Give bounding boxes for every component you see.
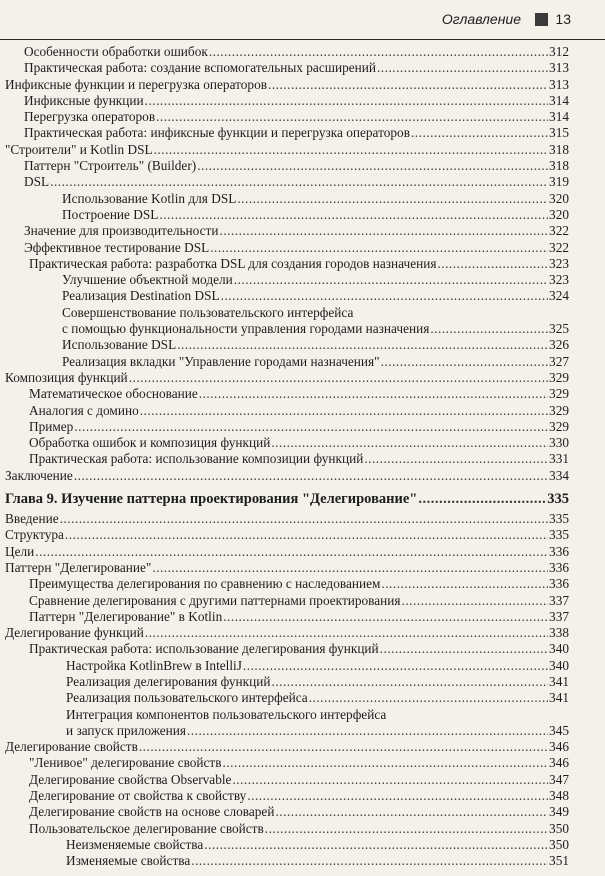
toc-page-number: 325 <box>549 321 569 337</box>
toc-entry <box>0 609 605 625</box>
toc-entry-title: Неизменяемые свойства <box>66 836 204 852</box>
toc-page-number: 337 <box>549 608 569 624</box>
toc-entry <box>0 272 605 288</box>
toc-leader-dots <box>140 403 548 419</box>
toc-leader-dots <box>35 544 548 560</box>
toc-entry-title: Заключение <box>5 467 73 483</box>
toc-page-number: 312 <box>549 44 569 59</box>
toc-entry <box>0 739 605 755</box>
toc-leader-dots <box>243 658 548 674</box>
toc-page-number: 335 <box>549 527 569 543</box>
toc-page-number: 329 <box>549 402 569 418</box>
toc-page-number: 318 <box>549 158 569 174</box>
toc-page-number: 315 <box>549 125 569 141</box>
toc-entry-title: Цели <box>5 543 35 559</box>
toc-entry-title: Композиция функций <box>5 369 128 385</box>
toc-leader-dots <box>220 223 549 239</box>
toc-entry <box>0 707 605 723</box>
toc-entry-title: DSL <box>24 174 50 190</box>
toc-entry <box>0 370 605 386</box>
toc-leader-dots <box>437 256 548 272</box>
toc-page-number: 314 <box>549 92 569 108</box>
toc-page-number: 322 <box>549 239 569 255</box>
toc-entry-title: Реализация делегирования функций <box>66 673 271 689</box>
toc-leader-dots <box>272 674 549 690</box>
toc-leader-dots <box>221 288 548 304</box>
toc-entry-title: Паттерн "Строитель" (Builder) <box>24 158 197 174</box>
toc-entry <box>0 560 605 576</box>
toc-leader-dots <box>50 174 548 190</box>
toc-leader-dots <box>268 77 548 93</box>
toc-leader-dots <box>74 419 548 435</box>
toc-entry-title: Делегирование свойства Observable <box>29 771 232 787</box>
toc-page-number: 338 <box>549 625 569 641</box>
toc-entry-title: "Ленивое" делегирование свойств <box>29 755 222 771</box>
toc-entry-title: с помощью функциональности управления городами назначения <box>62 321 430 337</box>
toc-entry-title: Делегирование от свойства к свойству <box>29 788 247 804</box>
toc-page-number: 345 <box>549 722 569 738</box>
toc-entry <box>0 772 605 788</box>
toc-entry <box>0 625 605 641</box>
toc-entry-title: Делегирование функций <box>5 625 144 641</box>
toc-leader-dots <box>159 207 548 223</box>
toc-page-number: 327 <box>549 353 569 369</box>
toc-entry <box>0 723 605 739</box>
toc-entry <box>0 158 605 174</box>
toc-entry-title: Реализация вкладки "Управление городами назначения" <box>62 353 380 369</box>
toc-entry <box>0 419 605 435</box>
toc-entry-title: Практическая работа: использование делегирования функций <box>29 641 379 657</box>
toc-chapter-entry <box>0 488 605 510</box>
toc-entry <box>0 511 605 527</box>
toc-entry <box>0 544 605 560</box>
toc-entry <box>0 288 605 304</box>
toc-entry <box>0 142 605 158</box>
toc-entry <box>0 804 605 820</box>
toc-page-number: 322 <box>549 223 569 239</box>
toc-page-number: 347 <box>549 771 569 787</box>
toc-page-number: 348 <box>549 788 569 804</box>
toc-leader-dots <box>60 511 548 527</box>
toc-page-number: 330 <box>549 435 569 451</box>
toc-page-number: 351 <box>549 853 569 869</box>
toc-leader-dots <box>139 739 548 755</box>
toc-entry <box>0 44 605 60</box>
toc-entry-title: Сравнение делегирования с другими паттернами проектирования <box>29 592 401 608</box>
toc-leader-dots <box>187 723 548 739</box>
toc-page-number: 336 <box>549 543 569 559</box>
toc-leader-dots <box>377 60 548 76</box>
toc-entry <box>0 60 605 76</box>
toc-entry-title: Перегрузка операторов <box>24 109 156 125</box>
toc-page-number: 329 <box>549 369 569 385</box>
toc-leader-dots <box>129 370 548 386</box>
toc-leader-dots <box>232 772 548 788</box>
toc-entry <box>0 321 605 337</box>
toc-entry-title: Практическая работа: использование композиции функций <box>29 451 364 467</box>
toc-entry-title: Инфиксные функции <box>24 92 144 108</box>
toc-entry <box>0 93 605 109</box>
toc-leader-dots <box>154 142 548 158</box>
toc-page-number: 335 <box>547 491 569 508</box>
toc-entry-title: Паттерн "Делегирование" в Kotlin <box>29 608 223 624</box>
toc-entry <box>0 837 605 853</box>
toc-page-number: 336 <box>549 576 569 592</box>
toc-leader-dots <box>418 488 546 510</box>
toc-entry <box>0 641 605 657</box>
toc-page-number: 329 <box>549 418 569 434</box>
toc-leader-dots <box>199 386 548 402</box>
toc-leader-dots <box>380 641 548 657</box>
toc-entry <box>0 674 605 690</box>
toc-leader-dots <box>156 109 548 125</box>
toc-entry <box>0 468 605 484</box>
toc-entry-title: Эффективное тестирование DSL <box>24 239 210 255</box>
toc-entry <box>0 256 605 272</box>
page-number: 13 <box>555 11 571 27</box>
toc-leader-dots <box>247 788 548 804</box>
toc-entry-title: Практическая работа: инфиксные функции и перегрузка операторов <box>24 125 410 141</box>
toc-entry-title: Пример <box>29 418 74 434</box>
toc-entry-title: Совершенствование пользовательского интерфейса <box>62 304 354 320</box>
toc-entry <box>0 690 605 706</box>
toc-page-number: 346 <box>549 739 569 755</box>
toc-entry-title: Пользовательское делегирование свойств <box>29 820 264 836</box>
toc-page-number: 337 <box>549 592 569 608</box>
toc-entry-title: Глава 9. Изучение паттерна проектирования "Делегирование" <box>5 491 418 508</box>
toc-page-number: 320 <box>549 206 569 222</box>
toc-page-number: 336 <box>549 559 569 575</box>
toc-leader-dots <box>402 593 549 609</box>
toc-entry <box>0 527 605 543</box>
toc-entry-title: Использование Kotlin для DSL <box>62 190 237 206</box>
toc-entry-title: Делегирование свойств на основе словарей <box>29 804 275 820</box>
toc-page-number: 313 <box>549 76 569 92</box>
toc-entry-title: Настройка KotlinBrew в IntelliJ <box>66 657 242 673</box>
toc-entry <box>0 77 605 93</box>
toc-leader-dots <box>381 354 548 370</box>
toc-entry <box>0 240 605 256</box>
toc-leader-dots <box>381 576 548 592</box>
toc-entry <box>0 305 605 321</box>
toc-leader-dots <box>152 560 548 576</box>
toc-entry-title: Улучшение объектной модели <box>62 272 233 288</box>
toc-entry <box>0 354 605 370</box>
toc-leader-dots <box>430 321 548 337</box>
toc-entry <box>0 403 605 419</box>
toc-entry <box>0 435 605 451</box>
toc-page-number: 319 <box>549 174 569 190</box>
toc-leader-dots <box>209 44 548 60</box>
toc-leader-dots <box>177 337 548 353</box>
toc-entry-title: Аналогия с домино <box>29 402 139 418</box>
toc-entry-title: Инфиксные функции и перегрузка операторов <box>5 76 267 92</box>
toc-entry-title: и запуск приложения <box>66 722 186 738</box>
toc-page-number: 340 <box>549 641 569 657</box>
header-square-icon <box>535 13 548 26</box>
toc-entry <box>0 109 605 125</box>
toc-entry <box>0 386 605 402</box>
toc-entry-title: Интеграция компонентов пользовательского интерфейса <box>66 706 387 722</box>
toc-entry-title: Паттерн "Делегирование" <box>5 559 152 575</box>
toc-entry-title: Практическая работа: создание вспомогательных расширений <box>24 60 376 76</box>
toc-page-number: 350 <box>549 820 569 836</box>
toc-entry-title: Делегирование свойств <box>5 739 138 755</box>
toc-leader-dots <box>74 468 548 484</box>
toc-page-number: 313 <box>549 60 569 76</box>
toc-page-number: 326 <box>549 337 569 353</box>
toc-page-number: 324 <box>549 288 569 304</box>
toc-entry-title: Введение <box>5 511 59 527</box>
toc-leader-dots <box>145 93 548 109</box>
toc-entry <box>0 174 605 190</box>
toc-leader-dots <box>223 755 549 771</box>
toc-entry <box>0 125 605 141</box>
toc-leader-dots <box>223 609 548 625</box>
toc-entry-title: Использование DSL <box>62 337 177 353</box>
toc-leader-dots <box>145 625 548 641</box>
toc-entry-title: Построение DSL <box>62 206 159 222</box>
toc-leader-dots <box>265 821 548 837</box>
toc-entry <box>0 337 605 353</box>
toc-entry-title: Изменяемые свойства <box>66 853 191 869</box>
toc-leader-dots <box>191 853 548 869</box>
toc-entry <box>0 207 605 223</box>
toc-leader-dots <box>237 191 548 207</box>
toc-entry-title: Реализация Destination DSL <box>62 288 220 304</box>
toc-entry-title: Структура <box>5 527 64 543</box>
toc-leader-dots <box>309 690 548 706</box>
toc-entry-title: Преимущества делегирования по сравнению с наследованием <box>29 576 381 592</box>
toc-leader-dots <box>204 837 548 853</box>
running-title: Оглавление <box>441 11 521 27</box>
toc-page-number: 323 <box>549 272 569 288</box>
toc-entry-title: Практическая работа: разработка DSL для создания городов назначения <box>29 255 437 271</box>
toc-leader-dots <box>271 435 548 451</box>
toc-entry-title: Обработка ошибок и композиция функций <box>29 435 271 451</box>
toc-entry <box>0 223 605 239</box>
toc-entry <box>0 576 605 592</box>
toc-page-number: 350 <box>549 836 569 852</box>
toc-leader-dots <box>210 240 548 256</box>
toc-leader-dots <box>364 451 548 467</box>
toc-page-number: 323 <box>549 255 569 271</box>
table-of-contents <box>0 44 605 870</box>
toc-page-number: 334 <box>549 467 569 483</box>
toc-entry <box>0 788 605 804</box>
toc-leader-dots <box>275 804 548 820</box>
toc-entry-title: Реализация пользовательского интерфейса <box>66 690 308 706</box>
toc-page-number: 331 <box>549 451 569 467</box>
toc-page-number: 341 <box>549 690 569 706</box>
toc-entry <box>0 191 605 207</box>
toc-entry-title: Математическое обоснование <box>29 386 198 402</box>
toc-entry <box>0 451 605 467</box>
toc-entry-title: Значение для производительности <box>24 223 219 239</box>
toc-page-number: 318 <box>549 141 569 157</box>
toc-page-number: 341 <box>549 673 569 689</box>
toc-page-number: 314 <box>549 109 569 125</box>
toc-page-number: 335 <box>549 511 569 527</box>
toc-entry-title: "Строители" и Kotlin DSL <box>5 141 153 157</box>
toc-entry <box>0 821 605 837</box>
toc-entry <box>0 593 605 609</box>
toc-entry <box>0 755 605 771</box>
toc-leader-dots <box>411 125 548 141</box>
toc-page-number: 340 <box>549 657 569 673</box>
toc-leader-dots <box>197 158 548 174</box>
toc-page-number: 329 <box>549 386 569 402</box>
toc-page-number: 346 <box>549 755 569 771</box>
toc-entry <box>0 853 605 869</box>
toc-leader-dots <box>65 527 548 543</box>
toc-page-number: 349 <box>549 804 569 820</box>
toc-page-number: 320 <box>549 190 569 206</box>
toc-leader-dots <box>234 272 548 288</box>
toc-entry <box>0 658 605 674</box>
page-header <box>0 0 605 40</box>
toc-entry-title: Особенности обработки ошибок <box>24 44 208 59</box>
